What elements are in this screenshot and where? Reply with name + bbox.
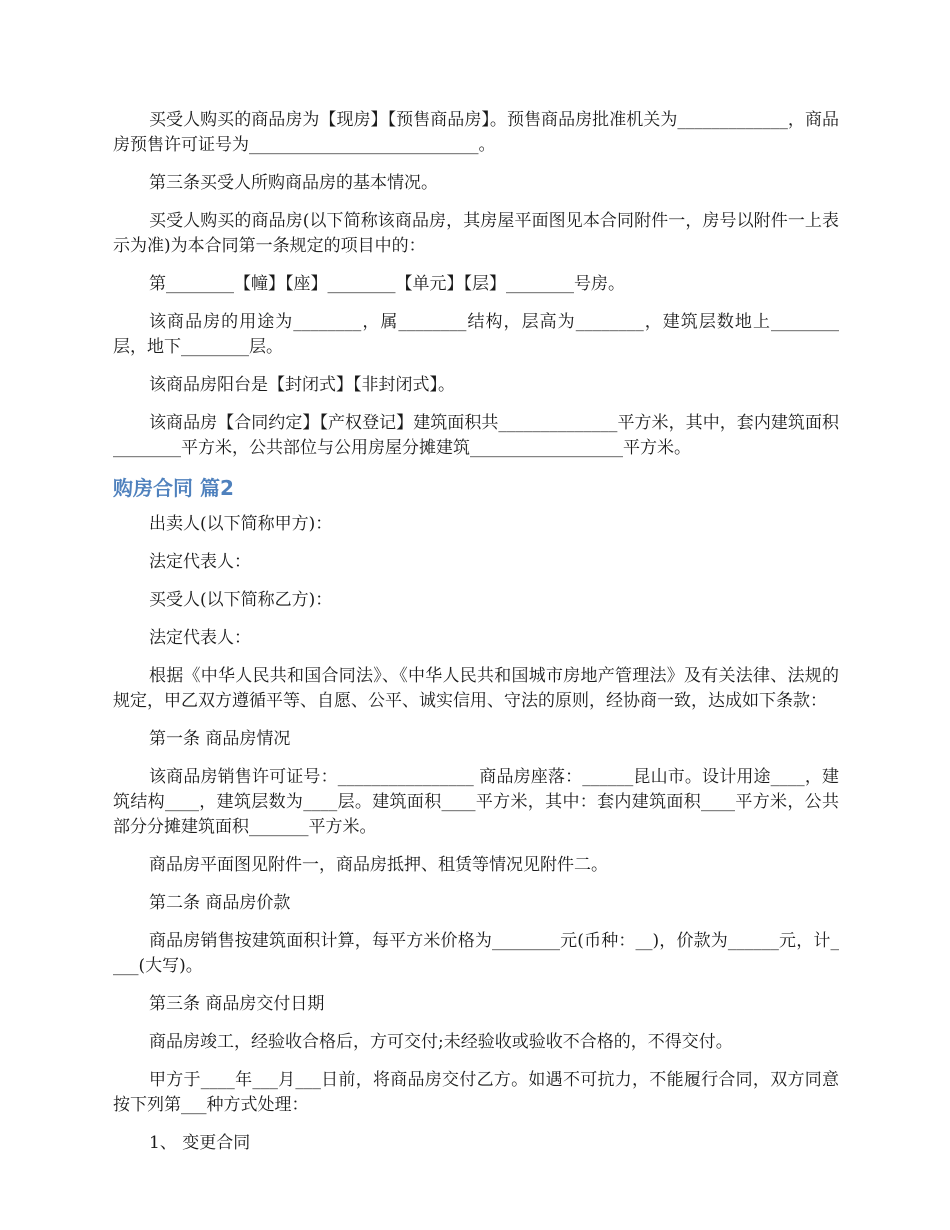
document-page: [113, 108, 839, 1169]
paragraph-buyer-representative: 法定代表人：: [149, 628, 251, 648]
paragraph-legal-basis: 根据《中华人民共和国合同法》、《中华人民共和国城市房地产管理法》及有关法律、法规的规定，甲乙双方遵循平等、自愿、公平、诚实信用、守法的原则，经协商一致，达成如下条款：: [113, 666, 839, 711]
paragraph-property-description: 买受人购买的商品房(以下简称该商品房，其房屋平面图见本合同附件一，房号以附件一上表示为准)为本合同第一条规定的项目中的：: [113, 211, 839, 256]
paragraph-acceptance: 商品房竣工，经验收合格后，方可交付;未经验收或验收不合格的，不得交付。: [149, 1032, 733, 1052]
paragraph-buyer: 买受人(以下简称乙方)：: [149, 590, 333, 610]
paragraph-room-number: 第________【幢】【座】________【单元】【层】________号房。: [149, 274, 625, 294]
paragraph-change-contract: 1、 变更合同: [149, 1133, 251, 1153]
paragraph-seller: 出卖人(以下简称甲方)：: [149, 514, 333, 534]
paragraph-seller-representative: 法定代表人：: [149, 552, 251, 572]
paragraph-article3-title: 第三条买受人所购商品房的基本情况。: [149, 173, 438, 193]
paragraph-floor-area: 该商品房【合同约定】【产权登记】建筑面积共______________平方米，其中，套内建筑面积________平方米，公共部位与公用房屋分摊建筑__________________平方米。: [113, 413, 839, 458]
paragraph-price: 商品房销售按建筑面积计算，每平方米价格为________元(币种：__)，价款为______元，计____(大写)。: [113, 931, 839, 976]
paragraph-article2-title: 第二条 商品房价款: [149, 893, 291, 913]
paragraph-sales-license: 该商品房销售许可证号：________________ 商品房座落：______昆山市。设计用途____，建筑结构____，建筑层数为____层。建筑面积____平方米，其中：套内建筑面积____平方米，公共部分分摊建筑面积_______平方米。: [113, 767, 839, 837]
paragraph-usage-structure: 该商品房的用途为________，属________结构，层高为________，建筑层数地上________层，地下________层。: [113, 312, 839, 357]
section-heading: 购房合同 篇2: [113, 476, 234, 500]
paragraph-attachments: 商品房平面图见附件一，商品房抵押、租赁等情况见附件二。: [149, 855, 608, 875]
paragraph-balcony: 该商品房阳台是【封闭式】【非封闭式】。: [149, 375, 455, 395]
paragraph-article1-title: 第一条 商品房情况: [149, 729, 291, 749]
paragraph-presale-approval: 买受人购买的商品房为【现房】【预售商品房】。预售商品房批准机关为_____________，商品房预售许可证号为___________________________。: [113, 110, 839, 155]
paragraph-delivery-date: 甲方于____年___月___日前，将商品房交付乙方。如遇不可抗力，不能履行合同，双方同意按下列第___种方式处理：: [113, 1070, 839, 1115]
paragraph-article3-delivery-title: 第三条 商品房交付日期: [149, 994, 325, 1014]
